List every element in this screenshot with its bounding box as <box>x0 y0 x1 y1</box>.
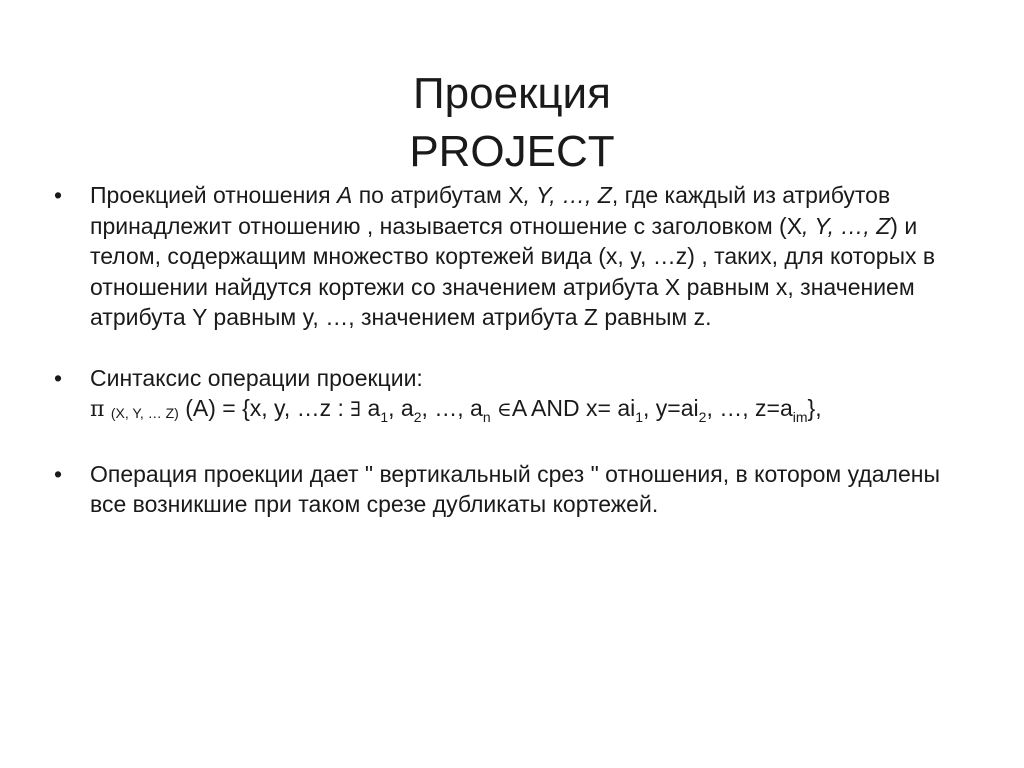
definition-text-5: , где каждый из атрибутов принадлежит отношению , называется отношение с заголовком (X <box>90 182 891 239</box>
content-body <box>50 180 980 550</box>
formula-part: , a <box>388 395 414 421</box>
definition-paragraph <box>90 180 980 333</box>
formula-subscript: 1 <box>635 409 644 425</box>
formula-part: (A) = {x, y, …z : <box>178 395 351 421</box>
formula-subscript: n <box>482 409 491 425</box>
vertical-slice-paragraph: Операция проекции дает " вертикальный срез " отношения, в котором удалены все возникшие при таком срезе дубликаты кортежей. <box>90 460 940 517</box>
formula-part: , y=ai <box>643 395 699 421</box>
syntax-heading: Синтаксис операции проекции: <box>90 364 423 391</box>
bullet-syntax <box>50 363 980 429</box>
relation-name: A <box>336 182 353 208</box>
bullet-definition <box>50 180 980 333</box>
definition-text-7: ) и телом, содержащим множество кортежей вида (x, y, …z) , таких, для которых в отношении найдутся кортежи со значением атрибута X равным x, значением атрибута Y равным y, …, значением атрибута Z равным z. <box>90 212 936 330</box>
bullet-marker: • <box>54 460 63 487</box>
bullet-vertical-slice <box>50 459 980 520</box>
projection-formula <box>90 393 980 429</box>
element-of-symbol: ∈ <box>497 397 512 421</box>
definition-text-1: Проекцией отношения <box>90 182 337 208</box>
formula-part: , …, a <box>421 395 483 421</box>
formula-attributes: (X, Y, … Z) <box>110 405 179 421</box>
formula-subscript: 2 <box>413 409 422 425</box>
formula-subscript: im <box>792 409 808 425</box>
attrs-italic-1: , Y, …, Z <box>523 182 612 208</box>
formula-subscript: 2 <box>698 409 707 425</box>
definition-text-3: по атрибутам X <box>352 182 524 208</box>
attrs-italic-2: , Y, …, Z <box>802 212 891 239</box>
formula-part: }, <box>807 395 822 421</box>
title-line-1: Проекция <box>413 69 611 119</box>
formula-part: A AND x= ai <box>511 395 636 421</box>
bullet-marker: • <box>54 182 63 208</box>
title-line-2: PROJECT <box>409 127 615 177</box>
pi-symbol: π <box>90 397 105 422</box>
bullet-marker: • <box>54 364 63 391</box>
formula-subscript: 1 <box>380 409 389 425</box>
slide-title <box>0 65 1024 181</box>
formula-part: a <box>361 395 381 421</box>
formula-part: , …, z=a <box>706 395 793 421</box>
exists-symbol: ∃ <box>350 397 362 421</box>
